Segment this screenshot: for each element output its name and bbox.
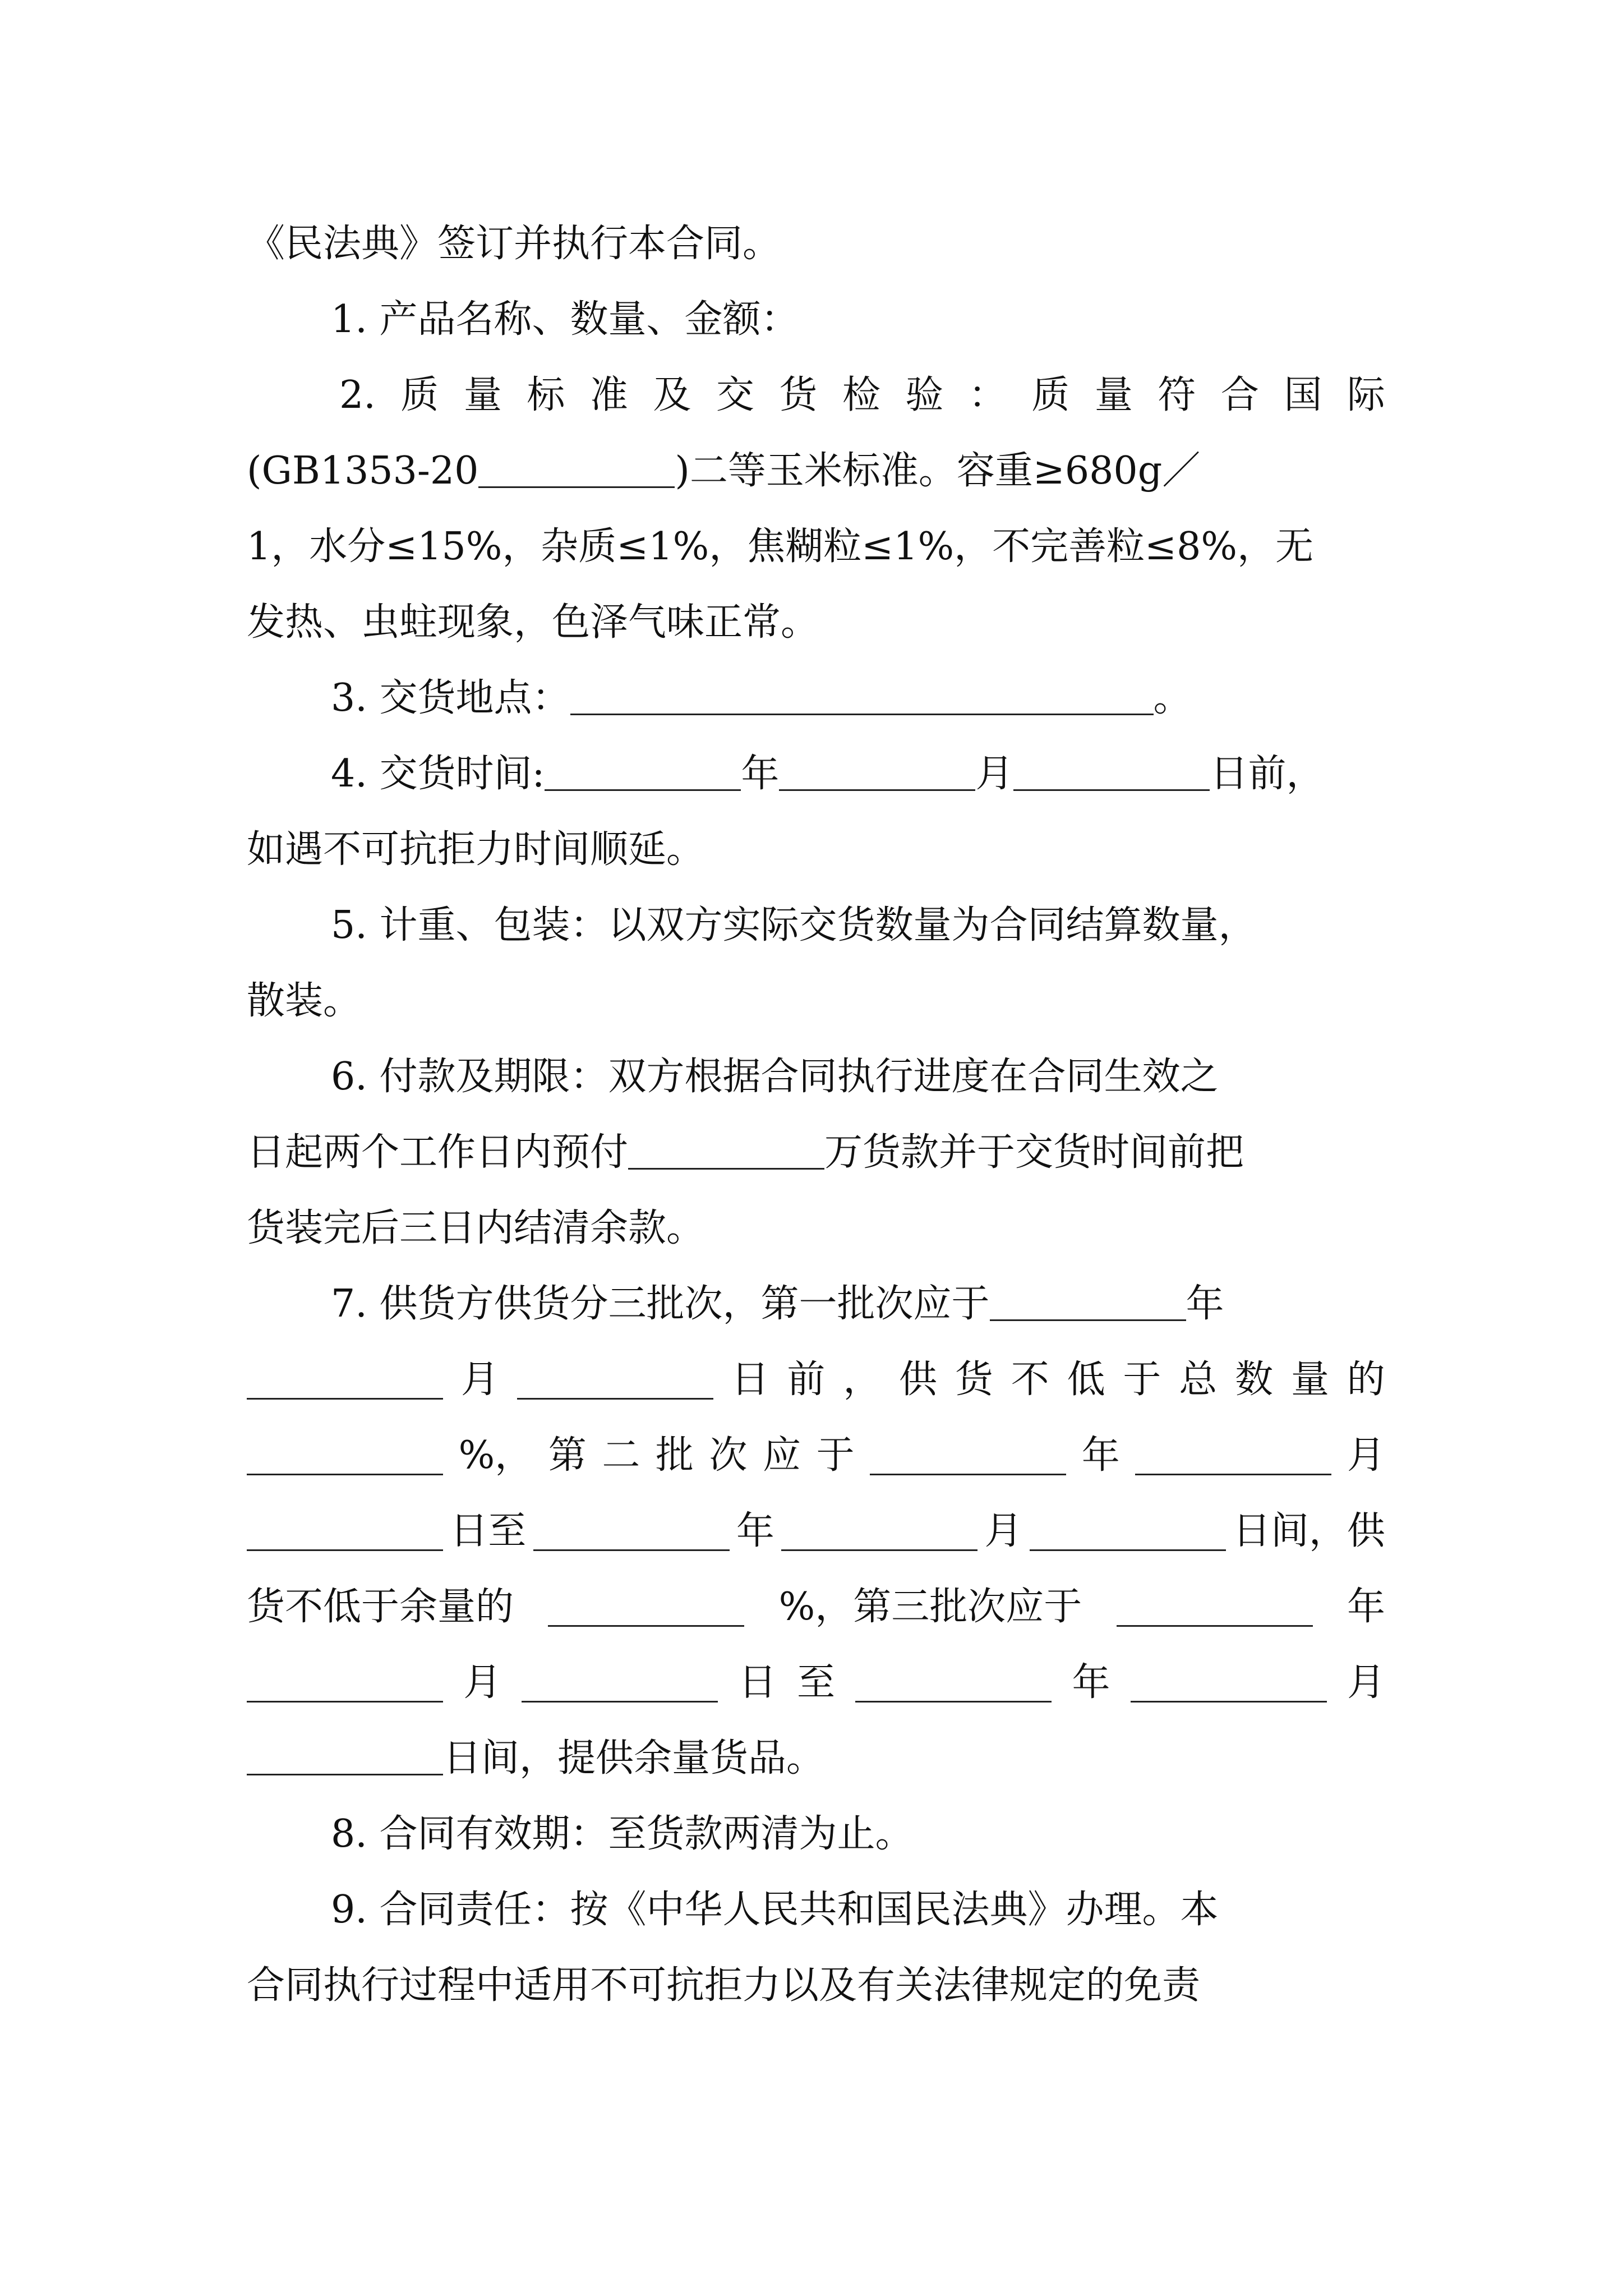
blank-day [247, 1549, 443, 1551]
blank-year [990, 1319, 1186, 1321]
clause-9: 9. 合同责任：按《中华人民共和国民法典》办理。本 [331, 1888, 1219, 1932]
blank-day [1030, 1549, 1226, 1551]
blank-day [247, 1774, 443, 1775]
text-line: 合同执行过程中适用不可抗拒力以及有关法律规定的免责 [247, 1963, 1201, 2008]
blank-year [1117, 1625, 1313, 1627]
text-line: %， 第 二 批 次 应 于 年 月 [247, 1419, 1385, 1492]
text-line: 货装完后三日内结清余款。 [247, 1206, 705, 1250]
text-line: 如遇不可抗拒力时间顺延。 [247, 827, 705, 872]
blank-month [247, 1398, 443, 1400]
clause-5: 5. 计重、包装：以双方实际交货数量为合同结算数量， [331, 903, 1257, 947]
blank-delivery-place [570, 714, 1154, 715]
blank-standard-year [478, 486, 675, 488]
blank-month [1131, 1701, 1327, 1703]
blank-day [1013, 789, 1210, 791]
blank-month [779, 789, 975, 791]
blank-month [781, 1549, 978, 1551]
clause-7: 7. 供货方供货分三批次，第一批次应于 年 [331, 1282, 1224, 1326]
blank-year [870, 1474, 1066, 1475]
blank-percent [548, 1625, 744, 1627]
blank-day [522, 1701, 718, 1703]
blank-year [533, 1549, 730, 1551]
clause-3: 3. 交货地点： 。 [331, 676, 1192, 720]
text-line: 发热、虫蛀现象，色泽气味正常。 [247, 600, 819, 645]
text-line: 日起两个工作日内预付 万货款并于交货时间前把 [247, 1130, 1244, 1175]
text-line: 《民法典》签订并执行本合同。 [247, 222, 781, 266]
clause-8: 8. 合同有效期：至货款两清为止。 [331, 1812, 914, 1856]
blank-month [247, 1701, 443, 1703]
blank-percent [247, 1474, 443, 1475]
clause-4: 4. 交货时间: 年 月 日前， [331, 752, 1325, 796]
text-line: (GB1353-20 )二等玉米标准。容重≥680g／ [247, 449, 1201, 493]
clause-1: 1. 产品名称、数量、金额： [331, 297, 799, 342]
text-line: 月 日 至 年 月 [247, 1646, 1385, 1719]
text-line: 月 日 前 ， 供 货 不 低 于 总 数 量 的 [247, 1343, 1385, 1416]
blank-year [545, 789, 741, 791]
text-line: 日间，提供余量货品。 [247, 1722, 1385, 1795]
clause-6: 6. 付款及期限：双方根据合同执行进度在合同生效之 [331, 1055, 1219, 1099]
text-line: 散装。 [247, 979, 362, 1023]
clause-2: 2. 质 量 标 准 及 交 货 检 验 ： 质 量 符 合 国 际 [339, 373, 1385, 417]
blank-prepay-amount [628, 1168, 824, 1170]
text-line: 货不低于余量的 %，第三批次应于 年 [247, 1585, 1385, 1629]
blank-day [517, 1398, 713, 1400]
blank-month [1135, 1474, 1331, 1475]
blank-year [855, 1701, 1052, 1703]
text-line: 日至 年 月 日间，供 [247, 1495, 1385, 1568]
text-line: 1，水分≤15%，杂质≤1%，焦糊粒≤1%，不完善粒≤8%，无 [247, 524, 1313, 569]
